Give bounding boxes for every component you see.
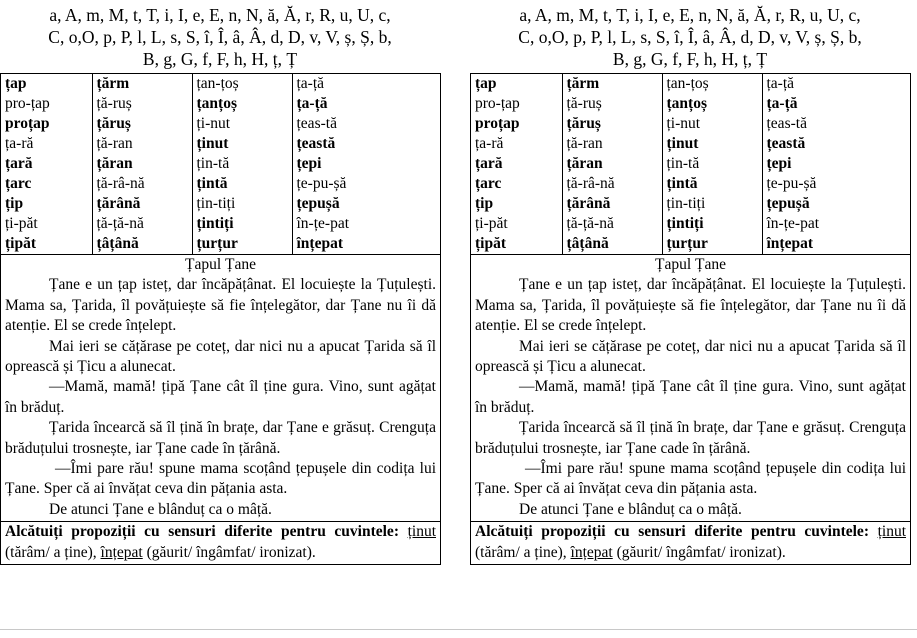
exercise-section <box>1 521 440 564</box>
word-row <box>1 94 440 114</box>
word-cell: țin-tiți <box>192 194 292 214</box>
word-table <box>471 74 910 254</box>
word-cell: țăran <box>562 154 662 174</box>
story-paragraph: —Mamă, mamă! țipă Țane cât îl ține gura. Vino, sunt agățat în brăduț. <box>5 378 436 416</box>
story-section <box>471 254 910 521</box>
story-paragraph: De atunci Țane e blânduț ca o mâță. <box>49 500 272 518</box>
word-cell: țărână <box>92 194 192 214</box>
word-cell: țară <box>471 154 562 174</box>
word-cell: ța-ră <box>471 134 562 154</box>
word-cell: țăran <box>92 154 192 174</box>
word-cell: ță-ruș <box>562 94 662 114</box>
word-cell: ță-ran <box>92 134 192 154</box>
story-title: Țapul Țane <box>654 256 726 273</box>
worksheet-box <box>0 73 441 565</box>
word-row <box>471 194 910 214</box>
word-cell: țin-tă <box>662 154 762 174</box>
word-cell: țipăt <box>471 234 562 254</box>
exercise-word: ținut <box>877 523 907 541</box>
word-row <box>1 134 440 154</box>
word-cell: țărm <box>92 74 192 94</box>
word-cell: ța-ță <box>766 95 798 112</box>
word-cell: țin-tiți <box>662 194 762 214</box>
word-cell: țip <box>471 194 562 214</box>
story-paragraph: De atunci Țane e blânduț ca o mâță. <box>519 500 742 518</box>
word-cell: ța-ță <box>296 95 328 112</box>
word-row <box>471 174 910 194</box>
story-paragraph: —Mamă, mamă! țipă Țane cât îl ține gura. Vino, sunt agățat în brăduț. <box>475 378 906 416</box>
exercise-instruction: Alcătuiți propoziții cu sensuri diferite pentru cuvintele: <box>475 523 869 541</box>
word-cell: în-țe-pat <box>766 215 820 232</box>
word-cell: țanțoș <box>662 94 762 114</box>
word-cell: țintă <box>662 174 762 194</box>
word-cell: ța-ră <box>1 134 92 154</box>
word-cell: ță-râ-nă <box>562 174 662 194</box>
word-cell: ți-păt <box>471 214 562 234</box>
alphabet-line: a, A, m, M, t, T, i, I, e, E, n, N, ă, Ă, r, R, u, U, c, <box>519 5 861 25</box>
story-paragraph: Țane e un țap isteț, dar încăpățânat. El locuiește la Țuțulești. Mama sa, Țarida, îl povățuiește să fie înțelegător, dar Țane nu îi dă atenție. El se crede înțelept. <box>475 276 906 335</box>
word-cell: țarc <box>471 174 562 194</box>
exercise-meaning: (găurit/ îngâmfat/ ironizat). <box>616 543 786 561</box>
alphabet-line: B, g, G, f, F, h, H, ț, Ț <box>612 49 768 69</box>
word-cell: țepușă <box>766 195 810 212</box>
alphabet-line: a, A, m, M, t, T, i, I, e, E, n, N, ă, Ă, r, R, u, U, c, <box>49 5 391 25</box>
word-cell: ținut <box>662 134 762 154</box>
story-paragraph: Țarida încearcă să îl țină în brațe, dar Țane e grăsuț. Crenguța brăduțului trosnește, iar Țane cade în țărână. <box>5 419 436 457</box>
story-paragraph: Țane e un țap isteț, dar încăpățânat. El locuiește la Țuțulești. Mama sa, Țarida, îl povățuiește să fie înțelegător, dar Țane nu îi dă atenție. El se crede înțelept. <box>5 276 436 335</box>
word-cell: țăruș <box>92 114 192 134</box>
story-paragraph: Țarida încearcă să îl țină în brațe, dar Țane e grăsuț. Crenguța brăduțului trosnește, iar Țane cade în țărână. <box>475 419 906 457</box>
exercise-meaning: (tărâm/ a ține), <box>5 543 97 561</box>
word-row <box>1 154 440 174</box>
word-row <box>471 114 910 134</box>
word-cell: țin-tă <box>192 154 292 174</box>
page-bottom-rule <box>0 629 917 630</box>
word-cell: țepi <box>766 155 792 172</box>
word-row <box>1 234 440 254</box>
word-cell: ță-ță-nă <box>92 214 192 234</box>
word-cell: țâțână <box>562 234 662 254</box>
word-row <box>1 174 440 194</box>
story-paragraph: —Îmi pare rău! spune mama scoțând țepușele din codița lui Țane. Sper că ai învățat ceva din pățania asta. <box>475 460 906 498</box>
word-cell: țanțoș <box>192 94 292 114</box>
story-title: Țapul Țane <box>184 256 256 273</box>
word-row <box>471 214 910 234</box>
word-cell: ță-ță-nă <box>562 214 662 234</box>
word-cell: proțap <box>471 114 562 134</box>
word-cell: țe-pu-șă <box>766 175 817 192</box>
word-cell: ți-păt <box>1 214 92 234</box>
word-cell: ți-nut <box>662 114 762 134</box>
word-row <box>471 234 910 254</box>
alphabet-header <box>467 4 913 70</box>
word-cell: țip <box>1 194 92 214</box>
exercise-word: înțepat <box>570 543 613 561</box>
alphabet-line: B, g, G, f, F, h, H, ț, Ț <box>142 49 298 69</box>
exercise-section <box>471 521 910 564</box>
word-cell: ță-ran <box>562 134 662 154</box>
word-cell: proțap <box>1 114 92 134</box>
alphabet-header <box>0 4 443 70</box>
worksheet-box <box>470 73 911 565</box>
word-cell: țap <box>471 74 562 94</box>
exercise-meaning: (găurit/ îngâmfat/ ironizat). <box>146 543 316 561</box>
word-cell: țâțână <box>92 234 192 254</box>
word-cell: țan-țoș <box>192 74 292 94</box>
word-table <box>1 74 440 254</box>
story-section <box>1 254 440 521</box>
word-row <box>1 214 440 234</box>
word-cell: țeastă <box>296 135 336 152</box>
word-cell: ți-nut <box>192 114 292 134</box>
story-paragraph: Mai ieri se cățărase pe coteț, dar nici nu a apucat Țarida să îl oprească și Țicu a alunecat. <box>475 337 906 376</box>
word-cell: țipăt <box>1 234 92 254</box>
word-cell: țărm <box>562 74 662 94</box>
word-cell: țintiți <box>662 214 762 234</box>
word-cell: pro-țap <box>471 94 562 114</box>
word-cell: înțepat <box>766 235 813 252</box>
word-cell: ța-ță <box>296 75 325 92</box>
word-cell: ță-ruș <box>92 94 192 114</box>
word-cell: țeas-tă <box>296 115 337 132</box>
word-cell: țeastă <box>766 135 806 152</box>
word-cell: țepușă <box>296 195 340 212</box>
word-row <box>471 94 910 114</box>
word-cell: țăruș <box>562 114 662 134</box>
word-cell: țe-pu-șă <box>296 175 347 192</box>
word-cell: țurțur <box>192 234 292 254</box>
word-cell: țepi <box>296 155 322 172</box>
worksheet-copy-left <box>0 4 440 565</box>
word-row <box>1 114 440 134</box>
word-cell: țarc <box>1 174 92 194</box>
alphabet-line: C, o,O, p, P, l, L, s, S, î, Î, â, Â, d, D, v, V, ș, Ș, b, <box>48 27 392 47</box>
word-cell: ținut <box>192 134 292 154</box>
word-cell: țap <box>1 74 92 94</box>
word-cell: țurțur <box>662 234 762 254</box>
word-row <box>471 74 910 94</box>
story-paragraph: —Îmi pare rău! spune mama scoțând țepușele din codița lui Țane. Sper că ai învățat ceva din pățania asta. <box>5 460 436 498</box>
word-cell: înțepat <box>296 235 343 252</box>
worksheet-copy-right <box>470 4 910 565</box>
word-cell: pro-țap <box>1 94 92 114</box>
word-cell: țărână <box>562 194 662 214</box>
word-cell: țintiți <box>192 214 292 234</box>
word-cell: ța-ță <box>766 75 795 92</box>
exercise-word: ținut <box>407 523 437 541</box>
word-row <box>1 74 440 94</box>
alphabet-line: C, o,O, p, P, l, L, s, S, î, Î, â, Â, d, D, v, V, ș, Ș, b, <box>518 27 862 47</box>
word-row <box>1 194 440 214</box>
word-cell: în-țe-pat <box>296 215 350 232</box>
exercise-word: înțepat <box>100 543 143 561</box>
word-cell: ță-râ-nă <box>92 174 192 194</box>
word-cell: țintă <box>192 174 292 194</box>
word-row <box>471 154 910 174</box>
exercise-instruction: Alcătuiți propoziții cu sensuri diferite pentru cuvintele: <box>5 523 399 541</box>
exercise-meaning: (tărâm/ a ține), <box>475 543 567 561</box>
word-row <box>471 134 910 154</box>
word-cell: țară <box>1 154 92 174</box>
word-cell: țeas-tă <box>766 115 807 132</box>
word-cell: țan-țoș <box>662 74 762 94</box>
story-paragraph: Mai ieri se cățărase pe coteț, dar nici nu a apucat Țarida să îl oprească și Țicu a alunecat. <box>5 337 436 376</box>
